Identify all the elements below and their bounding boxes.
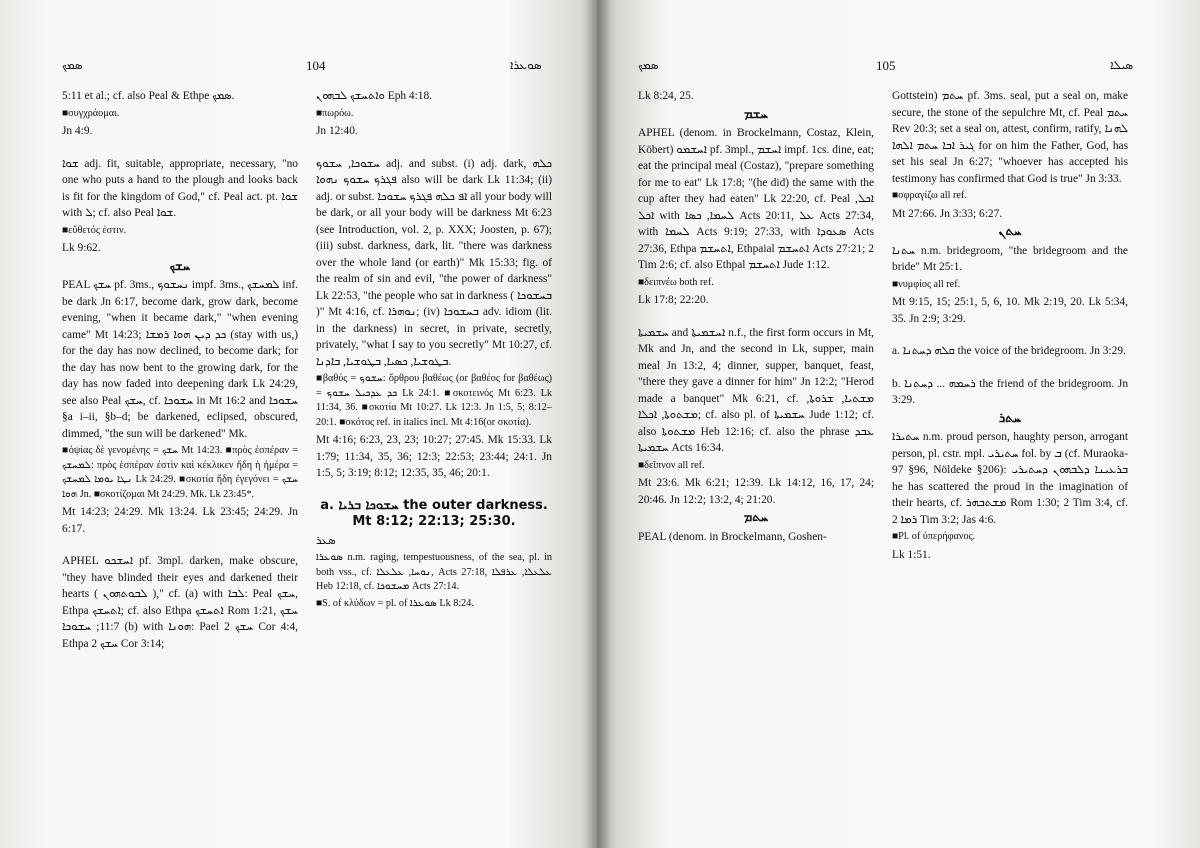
root-heading: ܚܬܢ	[998, 224, 1022, 239]
root-heading: ܚܫܟ	[169, 258, 191, 274]
right-column-1	[638, 88, 874, 547]
phrase-entry: b. ܪܚܡܗ ... ܕܚܬܢܐ the friend of the bridegroom. Jn 3:29.	[892, 377, 1129, 406]
entry-text: APHEL (denom. in Brockelmann, Costaz, Klein, Köbert) ܐܚܫܡܘ pf. 3mpl., ܐܚܫܡ impf. 1cs. dine, eat; eat the principal meal (Costaz), "prepare something for me to eat" Lk 17:8; "(he did) the same with the cup after they had eaten" Lk 22:20, cf. Peal ܐܟܠ, ܐܟܠ with ܠܚܡܐ, ܟܣܐ Acts 20:11, ܥܠ Acts 27:34, with ܠܚܡܐ Acts 9:19; 27:33, with ܣܥܘܕܐ Acts 27:36, Ethpa ܐܬܚܫܡ, Ethpaial ܐܬܚܫܡ Acts 27:21; 2 Tim 2:6; cf. also Ethpal ܐܬܚܫܡ Jude 1:12.	[638, 127, 875, 271]
greek-note: ■S. of κλύδων = pl. of ܣܘܥܪܐ Lk 8:24.	[316, 597, 474, 609]
greek-note: ■εὔθετός ἐστιν.	[62, 224, 127, 236]
left-column-1	[62, 88, 298, 654]
right-page	[598, 0, 1200, 848]
references: Lk 9:62.	[62, 242, 101, 254]
entry-text: APHEL ܐܚܫܟܘ pf. 3mpl. darken, make obscure, "they have blinded their eyes and darkened their hearts ( ܠܒܘܬܗܘܢ )," cf. (a) with ܠܒܐ: Peal ܚܫܟ, Ethpa ܐܬܚܫܟ; cf. also Ethpa ܐܬܚܫܟ Rom 1:21, ܚܫܟ 11:7; ܚܫܘܟܐ (b) with ܗܘܢܐ: Pael ܚܫܟ 2 Cor 4:4, Ethpa ܚܫܟ 2 Cor 3:14;	[62, 555, 299, 650]
references: Jn 12:40.	[316, 125, 358, 137]
greek-note: ■βαθύς = ܚܫܘܟ: ὄρθρου βαθέως (or βαθέος for βαθέως) = ܟܕ ܥܕܟܝܠ ܚܫܘܟ Lk 24:1. ■σκοτεινός Mt 6:23. Lk 11:34, 36. ■σκοτία Mt 10:27. Lk 12:3. Jn 1:5, 5; 8:12–20:1. ■σκότος ref. in italics incl. Mt 4:16(or σκοτία).	[316, 373, 552, 428]
references: Lk 1:51.	[892, 548, 931, 561]
entry-text: 5:11 et al.; cf. also Peal & Ethpe ܣܡܟ.	[62, 90, 235, 102]
references: Lk 17:8; 22:20.	[638, 294, 709, 306]
right-column-2	[892, 88, 1128, 565]
references: Jn 4:9.	[62, 125, 93, 137]
root-heading: a. ܚܫܘܟܐ ܒܪܝܐ the outer darkness. Mt 8:12; 22:13; 25:30.	[320, 497, 548, 529]
entry-text: ܫܘܐ adj. fit, suitable, appropriate, necessary, "no one who puts a hand to the plough and looks back is fit for the kingdom of God," cf. Peal act. pt. ܫܘܐ with ܠ; cf. also Peal ܫܘܐ.	[62, 157, 298, 219]
greek-note: ■νυμφίος all ref.	[892, 278, 961, 290]
right-header-word: ܣܡܟ	[638, 58, 659, 72]
root-heading: ܚܬܡ	[743, 510, 769, 525]
left-header-word: ܣܡܟ	[62, 58, 83, 72]
entry-text: ܘܐܬܚܫܟ ܠܒܗܘܢ Eph 4:18.	[316, 90, 433, 102]
root-heading: ܚܬܪ	[998, 410, 1022, 426]
greek-note: ■Pl. of ὑπερήφανος.	[892, 531, 976, 542]
references: Mt 27:66. Jn 3:33; 6:27.	[892, 207, 1003, 220]
greek-note: ܣܘܥܪܐ n.m. raging, tempestuousness, of the sea, pl. in both vss., cf. ܢܘܚܐ, ܥܠܥܠܐ, Acts 27:18, ܥܠܥܠܐ, ܥܪܦܠܐ Heb 12:18, cf. ܡܚܫܘܟܐ Acts 27:14.	[316, 552, 552, 592]
entry-text: ܣܥܪ	[316, 534, 336, 547]
right-page-number: 105	[876, 58, 896, 73]
references: Mt 14:23; 24:29. Mk 13:24. Lk 23:45; 24:29. Jn 6:17.	[62, 506, 298, 535]
root-heading: ܚܫܡ	[744, 106, 768, 122]
phrase-entry: Mt 4:16; 6:23, 23, 23; 10:27; 27:45. Mk 15:33. Lk 1:79; 11:34, 35, 36; 12:3; 22:53; 23:44; 24:1. Jn 1:5, 5; 3:19; 8:12; 12:35, 35, 46; 20:1.	[316, 434, 552, 479]
greek-note: ■ὀψίας δὲ γενομένης = ܚܫܟ Mt 14:23. ■πρὸς ἑσπέραν = ܠܡܚܫܟ: πρὸς ἑσπέραν ἐστὶν καὶ κέκλικεν ἤδη ἡ ἡμέρα = ܢܛܐ ܝܘܡܐ ܠܡܚܫܟ Lk 24:29. ■σκοτία ἤδη ἐγεγόνει = ܚܫܟ ܗܘܐ Jn. ■σκοτίζομαι Mt 24:29. Mk. Lk 23:45*.	[62, 445, 298, 500]
greek-note: ■δεῖπνον all ref.	[638, 459, 705, 471]
greek-note: ■δειπνέω both ref.	[638, 276, 714, 288]
entry-text: ܚܬܢܐ n.m. bridegroom, "the bridegroom and the bride" Mt 25:1.	[892, 244, 1128, 273]
entry-text: Gottstein) ܚܬܡ pf. 3ms. seal, put a seal on, make secure, the stone of the sepulchre Mt, cf. Peal ܚܬܡ Rev 20:3; set a seal on, attest, confirm, ratify, ܠܗܢܐ ܓܝܪ ܐܒܐ ܚܬܡ ܐܠܗܐ for on him the Father, God, has set his seal Jn 6:27; "whoever has accepted his testimony has confirmed that God is true" Jn 3:33.	[892, 90, 1129, 185]
references: Mt 9:15, 15; 25:1, 5, 6, 10. Mk 2:19, 20. Lk 5:34, 35. Jn 2:9; 3:29.	[892, 296, 1128, 325]
entry-text: ܚܫܡܝܬܐ and ܐܚܫܡܝܬܐ n.f., the first form occurs in Mt, Mk and Jn, and the second in Lk, supper, main meal Jn 13:2, 4; dinner, supper, banquet, feast, "there they gave a dinner for him" Jn 12:2; "Herod made a banquet" Mk 6:21, cf. ܡܫܬܝܐ, ܫܪܘܬܐ, ܡܫܬܘܬܐ, ܐܟܠܐ; cf. also pl. of ܚܫܡܝܬܐ Jude 1:12; cf. also ܡܫܬܘܬܐ Heb 12:16; cf. also the phrase ܥܒܕ ܚܫܡܝܬܐ Acts 16:34.	[638, 326, 874, 454]
references: Lk 8:24, 25.	[638, 90, 694, 102]
references: Mt 23:6. Mk 6:21; 12:39. Lk 14:12, 16, 17, 24; 20:46. Jn 12:2; 13:2, 4; 21:20.	[638, 477, 874, 506]
left-header-word-2: ܣܘܥܪܐ	[510, 58, 542, 72]
greek-note: ■σφραγίζω all ref.	[892, 190, 967, 201]
entry-text: PEAL (denom. in Brockelmann, Goshen-	[638, 530, 827, 543]
entry-text: PEAL ܚܫܟ pf. 3ms., ܢܚܫܘܟ impf. 3ms., ܠܡܚܫܟ inf. be dark Jn 6:17, become dark, grow dark, become evening, "when it became dark," "when evening came" Mt 14:23; ܟܕ ܕܝܢ ܗܘܐ ܪܡܫܐ (stay with us,) for the day has now declined, to become dark; for the day has now bent to the growing dark, for the day has now faded into deepening dark Lk 24:29, see also Peal ܚܫܟ, cf. ܚܫܘܟܐ in Mt 16:2 and ܚܫܘܟܐ §a i–ii, §b–d; be darkened, eclipsed, obscured, dimmed, "the sun will be darkened" Mk.	[62, 279, 299, 440]
phrase-entry: a. ܩܠܗ ܕܚܬܢܐ the voice of the bridegroom. Jn 3:29.	[892, 345, 1126, 357]
left-page	[0, 0, 598, 848]
left-page-number: 104	[306, 58, 326, 73]
greek-note: ■συγχράομαι.	[62, 107, 120, 119]
greek-note: ■πωρόω.	[316, 107, 354, 119]
entry-text: ܚܬܝܪܐ n.m. proud person, haughty person, arrogant person, pl. cstr. mpl. ܚܬܝܪܝ fol. by ܒ (cf. Muraoka-97 §96, Nöldeke §206): ܒܪܥܝܢܐ ܕܠܒܗܘܢ ܕܚܬܝܪܝ he has scattered the proud in the imagination of their hearts, cf. ܡܫܬܒܗܪ Rom 1:30; 2 Tim 3:4, cf. ܪܡܐ 2 Tim 3:2; Jas 4:6.	[892, 431, 1128, 526]
right-header-word-2: ܣܝܠܐ	[1110, 58, 1134, 72]
entry-text: ܚܫܘܟܐ, ܚܫܘܟ adj. and subst. (i) adj. dark, ܟܠܗ ܦܓܪܟ ܚܫܘܟ ܢܗܘܐ also will be dark Lk 11:34; (ii) adj. or subst. ܐܦ ܟܠܗ ܦܓܪܟ ܚܫܘܟܐ all your body will be dark, or all your body will be darkness Mt 6:23 (see Introduction, vol. 2, p. XXX; Joosten, p. 67); (iii) subst. darkness, dark, lit. "there was darkness over the whole land (or earth)" Mk 15:33; fig. of the realm of sin and evil, "the power of darkness" Lk 22:53, "the people who sat in darkness ( ܒܚܫܘܟܐ )" Mt 4:16, cf. ܢܘܗܪܐ; (iv) ܒܚܫܘܟܐ adv. idiom (lit. in the darkness) in secret, in private, secretly, privately, "what I say to you secretly" Mt 10:27, cf. ܒܛܘܫܝܐ, ܟܣܝܐ, ܒܛܘܫܝܐ, ܒܐܕܢܐ.	[316, 157, 553, 368]
left-column-2	[316, 88, 552, 613]
